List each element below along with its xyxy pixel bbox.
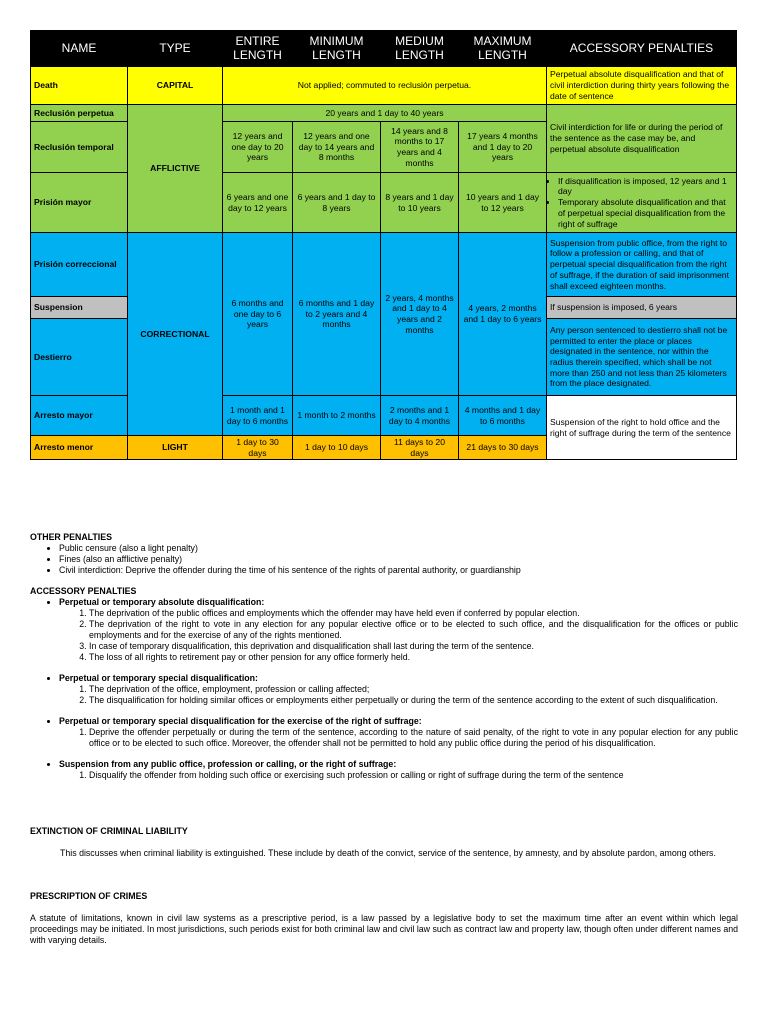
list-item: 2. The deprivation of the right to vote in any election for any popular elective office or to be elected to such office, and the disqualification for the offices or public employments and for the exercise of any of the rights mentioned.: [89, 619, 738, 641]
penalty-type: CORRECTIONAL: [128, 233, 223, 436]
entire-length: 1 month and 1 day to 6 months: [223, 396, 293, 436]
header-medium-length: MEDIUM LENGTH: [381, 31, 459, 67]
minimum-length: 1 month to 2 months: [293, 396, 381, 436]
prescription-section: [30, 891, 738, 946]
medium-length: 14 years and 8 months to 17 years and 4 months: [381, 122, 459, 173]
group-title: Perpetual or temporary special disqualification:: [59, 672, 258, 683]
section-text: This discusses when criminal liability is extinguished. These include by death of the convict, service of the sentence, by amnesty, and by absolute pardon, among others.: [60, 847, 716, 858]
maximum-length: 4 months and 1 day to 6 months: [459, 396, 547, 436]
penalty-name: Death: [31, 67, 128, 105]
list-item: 2. The disqualification for holding similar offices or employments either perpetually or during the term of the sentence according to the extent of such disqualification.: [89, 695, 738, 706]
penalties-table: [30, 30, 737, 460]
medium-length: 11 days to 20 days: [381, 436, 459, 460]
list-item: 1. The deprivation of the office, employment, profession or calling affected;: [89, 684, 738, 695]
section-text: A statute of limitations, known in civil law systems as a prescriptive period, is a law passed by a legislative body to set the maximum time after an event within which legal proceedings may be initiated. In most jurisdictions, such periods exist for both criminal law and civil law such as contract law and property law, though often under different names and with varying details.: [30, 912, 738, 945]
penalty-name: Destierro: [31, 319, 128, 396]
penalty-name: Reclusión temporal: [31, 122, 128, 173]
list-item: • Civil interdiction: Deprive the offender during the time of his sentence of the rights of parental authority, or guardianship: [59, 565, 738, 576]
group-title: Perpetual or temporary special disqualification for the exercise of the right of suffrage:: [59, 715, 422, 726]
medium-length: 2 years, 4 months and 1 day to 4 years and 2 months: [381, 233, 459, 396]
medium-length: 2 months and 1 day to 4 months: [381, 396, 459, 436]
penalty-name: Arresto mayor: [31, 396, 128, 436]
penalty-type: AFFLICTIVE: [128, 105, 223, 233]
minimum-length: 12 years and one day to 14 years and 8 months: [293, 122, 381, 173]
accessory-penalties-section: [30, 586, 738, 781]
list-item: • Public censure (also a light penalty): [59, 543, 738, 554]
minimum-length: 1 day to 10 days: [293, 436, 381, 460]
list-item: 1. Disqualify the offender from holding such office or exercising such profession or calling or right of suffrage during the term of the sentence: [89, 770, 738, 781]
accessory-penalty: Perpetual absolute disqualification and that of civil interdiction during thirty years following the date of sentence: [547, 67, 737, 105]
maximum-length: 4 years, 2 months and 1 day to 6 years: [459, 233, 547, 396]
accessory-list: [550, 176, 733, 230]
list-item: • Temporary absolute disqualification and that of perpetual special disqualification from the right of suffrage: [558, 197, 733, 229]
accessory-group: [59, 759, 738, 781]
minimum-length: 6 months and 1 day to 2 years and 4 months: [293, 233, 381, 396]
list-item: 1. Deprive the offender perpetually or during the term of the sentence, according to the nature of said penalty, of the right to vote in any popular election for any public office or to be elected to such office. Moreover, the offender shall not be permitted to hold any public office during the period of his disqualification.: [89, 727, 738, 749]
entire-length: 6 years and one day to 12 years: [223, 173, 293, 233]
entire-length: 12 years and one day to 20 years: [223, 122, 293, 173]
group-title: Suspension from any public office, profession or calling, or the right of suffrage:: [59, 758, 397, 769]
list-item: • Fines (also an afflictive penalty): [59, 554, 738, 565]
list-item: 3. In case of temporary disqualification, this deprivation and disqualification shall last during the term of the sentence.: [89, 641, 738, 652]
other-penalties-list: [30, 543, 738, 576]
penalty-length: Not applied; commuted to reclusión perpetua.: [223, 67, 547, 105]
section-heading: ACCESSORY PENALTIES: [30, 586, 137, 596]
entire-length: 1 day to 30 days: [223, 436, 293, 460]
header-entire-length: ENTIRE LENGTH: [223, 31, 293, 67]
penalty-name: Suspension: [31, 297, 128, 319]
table-row: [31, 67, 737, 105]
list-item: 1. The deprivation of the public offices and employments which the offender may have held even if conferred by popular election.: [89, 608, 738, 619]
penalty-name: Prisión correccional: [31, 233, 128, 297]
penalty-type: LIGHT: [128, 436, 223, 460]
penalty-name: Arresto menor: [31, 436, 128, 460]
medium-length: 8 years and 1 day to 10 years: [381, 173, 459, 233]
penalty-name: Reclusión perpetua: [31, 105, 128, 122]
group-title: Perpetual or temporary absolute disqualification:: [59, 596, 265, 607]
header-maximum-length: MAXIMUM LENGTH: [459, 31, 547, 67]
maximum-length: 21 days to 30 days: [459, 436, 547, 460]
extinction-section: [30, 826, 738, 859]
accessory-penalty: Suspension of the right to hold office and the right of suffrage during the term of the sentence: [547, 396, 737, 460]
header-minimum-length: MINIMUM LENGTH: [293, 31, 381, 67]
accessory-penalty: [547, 173, 737, 233]
entire-length: 6 months and one day to 6 years: [223, 233, 293, 396]
other-penalties-section: [30, 532, 738, 576]
table-row: [31, 233, 737, 297]
section-heading: EXTINCTION OF CRIMINAL LIABILITY: [30, 826, 188, 836]
accessory-penalty: If suspension is imposed, 6 years: [547, 297, 737, 319]
penalty-type: CAPITAL: [128, 67, 223, 105]
maximum-length: 10 years and 1 day to 12 years: [459, 173, 547, 233]
accessory-group: [59, 673, 738, 706]
header-accessory-penalties: ACCESSORY PENALTIES: [547, 31, 737, 67]
accessory-group: [59, 716, 738, 749]
table-row: [31, 105, 737, 122]
maximum-length: 17 years 4 months and 1 day to 20 years: [459, 122, 547, 173]
minimum-length: 6 years and 1 day to 8 years: [293, 173, 381, 233]
accessory-groups-list: [30, 597, 738, 781]
penalty-name: Prisión mayor: [31, 173, 128, 233]
accessory-group: [59, 597, 738, 663]
accessory-penalty: Civil interdiction for life or during the period of the sentence as the case may be, and perpetual absolute disqualification: [547, 105, 737, 173]
table-header-row: [31, 31, 737, 67]
list-item: 4. The loss of all rights to retirement pay or other pension for any office formerly held.: [89, 652, 738, 663]
section-heading: PRESCRIPTION OF CRIMES: [30, 891, 148, 901]
section-heading: OTHER PENALTIES: [30, 532, 112, 542]
list-item: • If disqualification is imposed, 12 years and 1 day: [558, 176, 733, 197]
header-name: NAME: [31, 31, 128, 67]
accessory-penalty: Any person sentenced to destierro shall not be permitted to enter the place or places designated in the sentence, nor within the radius therein specified, which shall be not more than 250 and not less than 25 kilometers from the place designated.: [547, 319, 737, 396]
penalty-length: 20 years and 1 day to 40 years: [223, 105, 547, 122]
header-type: TYPE: [128, 31, 223, 67]
accessory-penalty: Suspension from public office, from the right to follow a profession or calling, and that of perpetual special disqualification from the right of suffrage, if the duration of said imprisonment shall exceed eighteen months.: [547, 233, 737, 297]
